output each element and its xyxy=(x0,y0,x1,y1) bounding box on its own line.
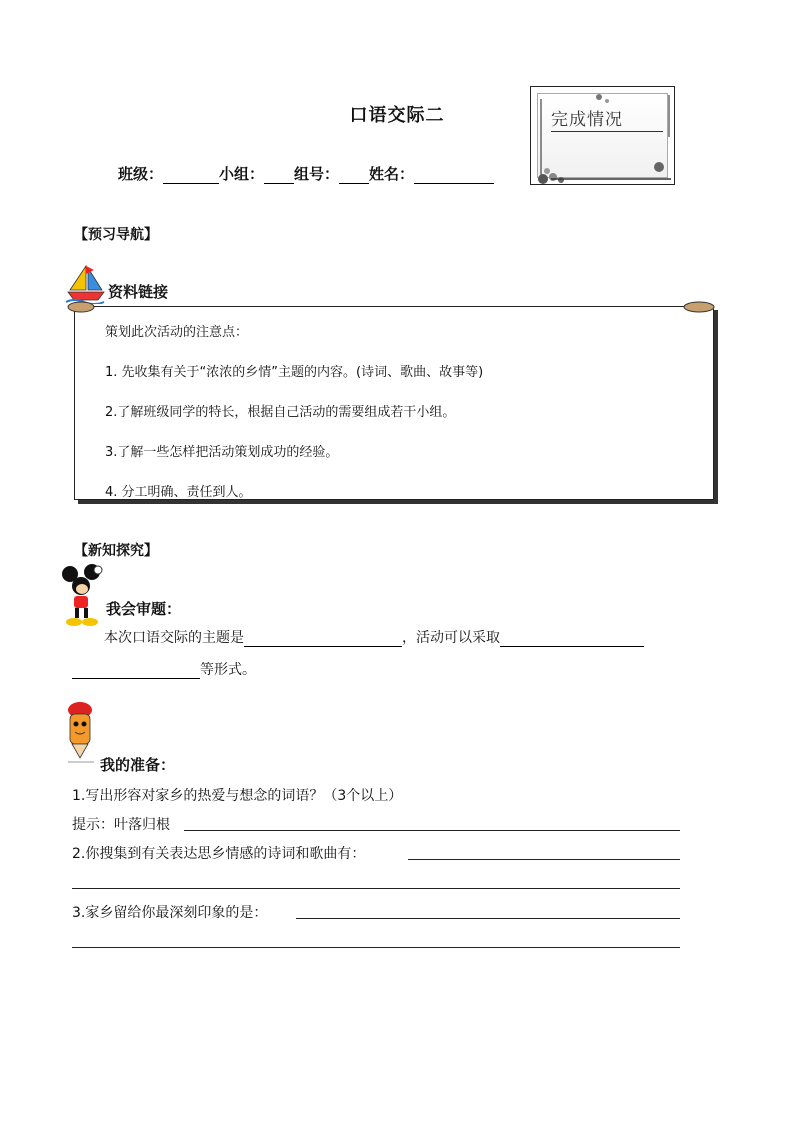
sailboat-icon xyxy=(64,262,106,304)
completion-badge xyxy=(530,86,675,185)
review-topic-text-a: 本次口语交际的主题是 xyxy=(104,630,244,646)
hint-text: 提示：叶落归根 xyxy=(72,817,170,833)
class-blank[interactable] xyxy=(163,169,219,184)
scroll-roll-left-icon xyxy=(66,300,96,314)
answer-line-1[interactable] xyxy=(184,830,680,831)
question-3: 3.家乡留给你最深刻印象的是： xyxy=(72,905,268,921)
answer-line-2a[interactable] xyxy=(408,859,680,860)
group-no-blank[interactable] xyxy=(339,169,369,184)
answer-line-2b[interactable] xyxy=(72,888,680,889)
resource-link-panel xyxy=(74,306,714,500)
student-info-row xyxy=(118,163,494,184)
preview-heading: 【预习导航】 xyxy=(74,227,158,243)
answer-line-3b[interactable] xyxy=(72,947,680,948)
resource-intro: 策划此次活动的注意点： xyxy=(105,325,249,340)
review-topic-text-b: ，活动可以采取 xyxy=(402,630,500,646)
activity-form-blank-2[interactable] xyxy=(72,664,200,679)
review-topic-heading: 我会审题： xyxy=(106,600,182,618)
resource-item: 3.了解一些怎样把活动策划成功的经验。 xyxy=(105,445,339,460)
review-topic-text-c: 等形式。 xyxy=(200,662,256,678)
group-blank[interactable] xyxy=(264,169,294,184)
badge-label: 完成情况 xyxy=(551,110,623,130)
class-label: 班级： xyxy=(118,165,164,183)
name-label: 姓名： xyxy=(369,165,415,183)
review-topic-line1 xyxy=(104,627,644,647)
cartoon-pencil-icon xyxy=(64,700,100,766)
bubbles-icon xyxy=(531,87,676,186)
review-topic-line2 xyxy=(72,659,256,679)
resource-item: 2.了解班级同学的特长，根据自己活动的需要组成若干小组。 xyxy=(105,405,456,420)
question-2: 2.你搜集到有关表达思乡情感的诗词和歌曲有： xyxy=(72,846,366,862)
resource-item: 4. 分工明确、责任到人。 xyxy=(105,485,252,500)
theme-blank[interactable] xyxy=(244,632,402,647)
preparation-heading: 我的准备： xyxy=(100,756,176,774)
cartoon-mouse-icon xyxy=(60,564,104,628)
group-label: 小组： xyxy=(219,165,265,183)
group-no-label: 组号： xyxy=(294,165,340,183)
explore-heading: 【新知探究】 xyxy=(74,543,158,559)
resource-link-heading: 资料链接 xyxy=(108,283,169,301)
badge-underline xyxy=(551,131,663,132)
activity-form-blank[interactable] xyxy=(500,632,644,647)
resource-item: 1. 先收集有关于“浓浓的乡情”主题的内容。(诗词、歌曲、故事等) xyxy=(105,365,484,380)
name-blank[interactable] xyxy=(414,169,494,184)
scroll-roll-right-icon xyxy=(682,300,716,314)
page-title: 口语交际二 xyxy=(349,105,445,126)
answer-line-3a[interactable] xyxy=(296,918,680,919)
question-1: 1.写出形容对家乡的热爱与想念的词语？（3个以上） xyxy=(72,788,403,804)
